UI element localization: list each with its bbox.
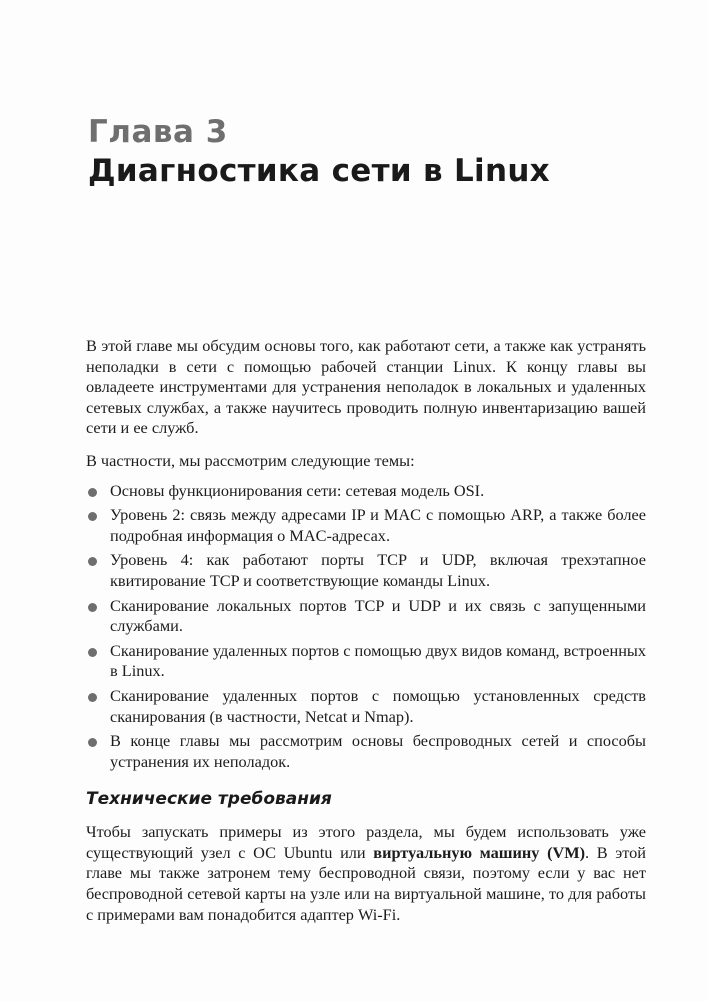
chapter-title: Диагностика сети в Linux bbox=[88, 153, 550, 189]
list-item bbox=[86, 550, 646, 591]
topics-lead: В частности, мы рассмотрим следующие темы: bbox=[86, 450, 415, 470]
list-item bbox=[86, 641, 646, 682]
section-heading: Технические требования bbox=[86, 789, 332, 810]
list-item bbox=[86, 596, 646, 637]
intro-paragraph: В этой главе мы обсудим основы того, как работают сети, а также как устранять неполадки в сети с помощью рабочей станции Linux. К концу главы вы овладеете инструментами для устранения неполадок в локальных и удаленных сетевых службах, а также научитесь проводить полную инвентаризацию вашей сети и ее служб. bbox=[86, 336, 646, 438]
page-body bbox=[86, 336, 646, 925]
list-item bbox=[86, 481, 646, 502]
bullet-icon bbox=[88, 512, 97, 521]
requirements-text-start: Чтобы запускать примеры из этого раздела, мы будем использовать уже существующий узел с ОС Ubuntu или bbox=[86, 822, 646, 862]
list-item-text: Сканирование удаленных портов с помощью установленных средств сканирования (в частности, Netcat и Nmap). bbox=[110, 685, 646, 726]
list-item bbox=[86, 731, 646, 772]
list-item-text: Уровень 4: как работают порты TCP и UDP, включая трехэтапное квитирование TCP и соответствующие команды Linux. bbox=[110, 550, 646, 590]
list-item-text: В конце главы мы рассмотрим основы беспроводных сетей и способы устранения их неполадок. bbox=[110, 731, 646, 771]
list-item-text: Основы функционирования сети: сетевая модель OSI. bbox=[110, 480, 485, 500]
list-item-text: Сканирование удаленных портов с помощью двух видов команд, встроенных в Linux. bbox=[110, 640, 646, 681]
list-item bbox=[86, 686, 646, 727]
requirements-bold-term: виртуальную машину (VM) bbox=[373, 842, 586, 862]
chapter-number: Глава 3 bbox=[88, 114, 228, 150]
bullet-icon bbox=[88, 693, 97, 702]
list-item-text: Уровень 2: связь между адресами IP и MAC с помощью ARP, а также более подробная информация о MAC-адресах. bbox=[110, 505, 646, 545]
requirements-text-end: . В этой главе мы также затронем тему беспроводной связи, поэтому если у вас нет беспроводной сетевой карты на узле или на виртуальной машине, то для работы с примерами вам понадобится адаптер Wi-Fi. bbox=[86, 842, 647, 924]
bullet-icon bbox=[88, 488, 97, 497]
list-item bbox=[86, 505, 646, 546]
requirements-paragraph bbox=[86, 822, 646, 925]
topics-list bbox=[86, 481, 646, 773]
bullet-icon bbox=[88, 738, 97, 747]
bullet-icon bbox=[88, 557, 97, 566]
bullet-icon bbox=[88, 648, 97, 657]
bullet-icon bbox=[88, 603, 97, 612]
list-item-text: Сканирование локальных портов TCP и UDP и их связь с запущенными службами. bbox=[110, 595, 646, 636]
